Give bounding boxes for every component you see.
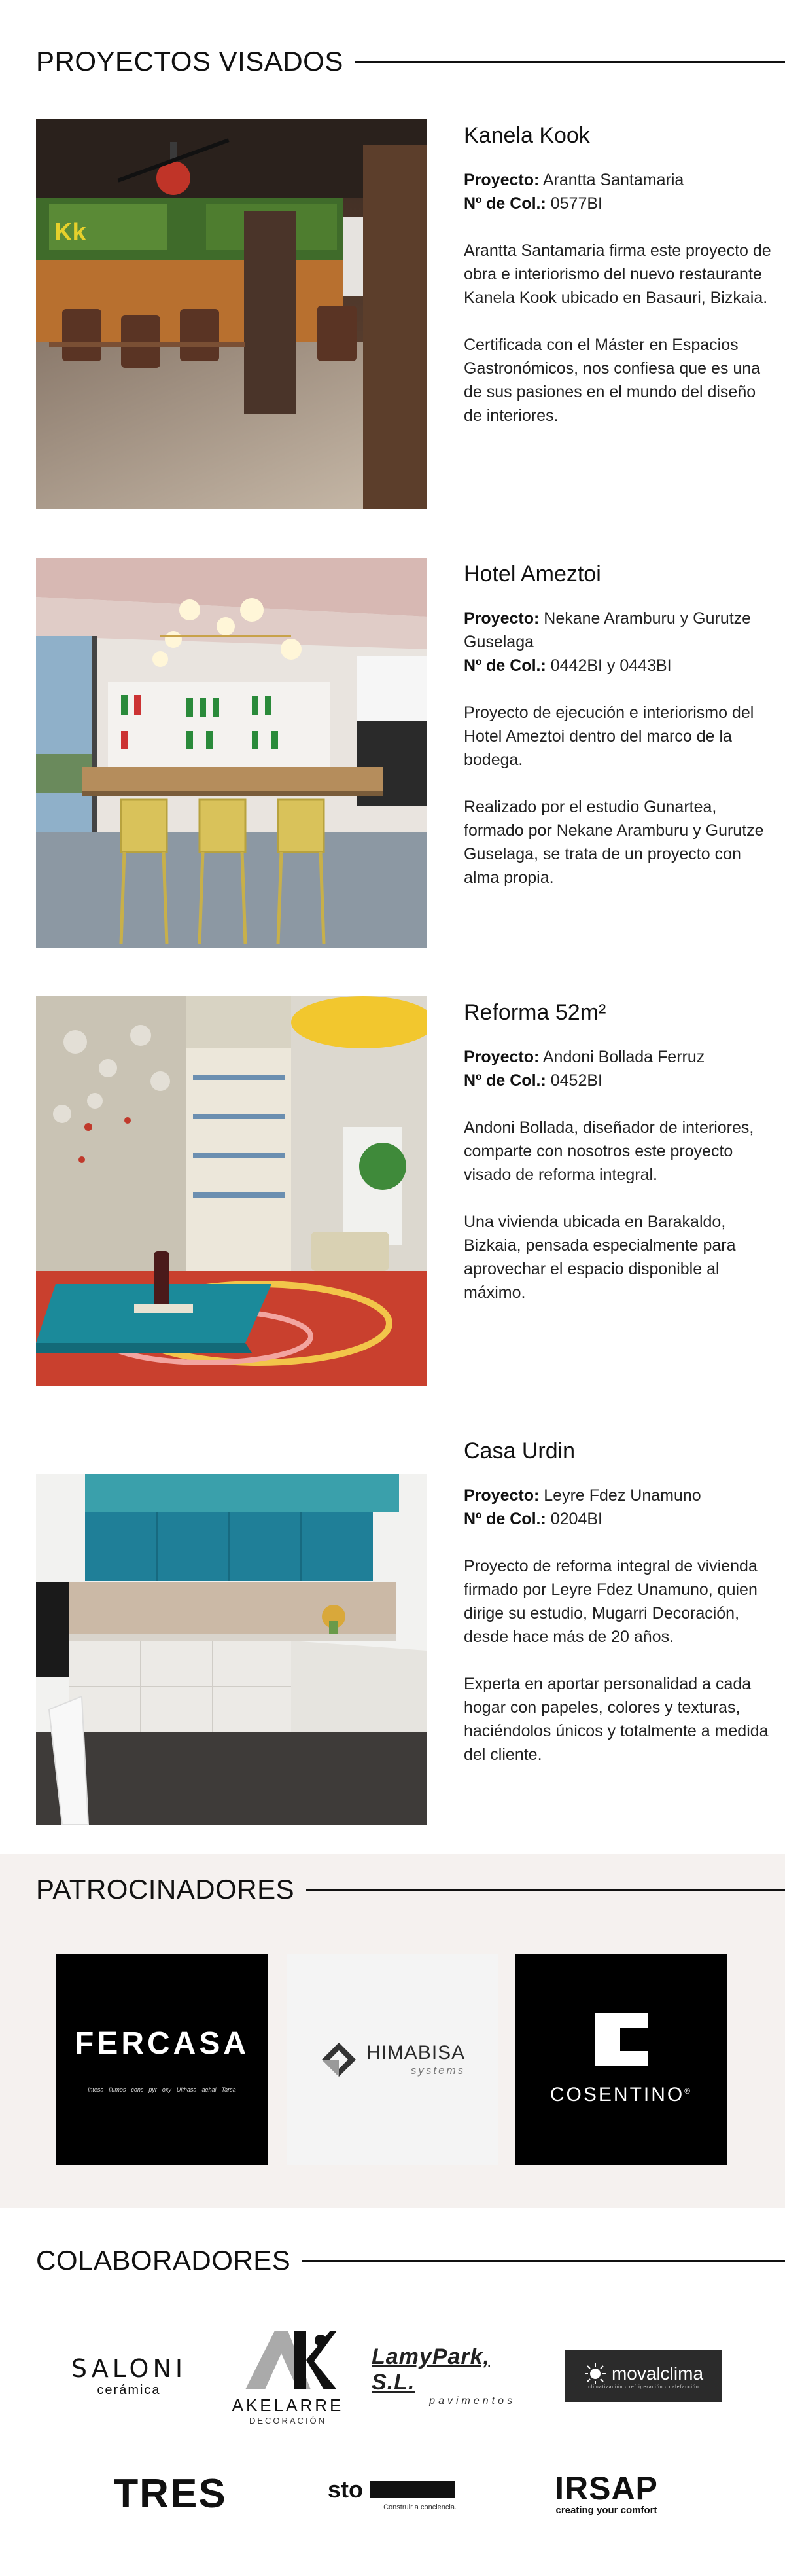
himabisa-diamond-icon xyxy=(319,2040,358,2079)
akelarre-ak-icon xyxy=(239,2327,337,2393)
title-rule xyxy=(306,1889,785,1891)
sponsor-fercasa-logo[interactable] xyxy=(56,1954,268,2165)
project-author: Nekane Aramburu y Gurutze Guselaga xyxy=(464,609,752,651)
sto-tagline: Construir a conciencia. xyxy=(383,2503,457,2511)
project-description: Certificada con el Máster en Espacios Gastronómicos, nos confiesa que es una de sus pasiones en el mundo del diseño de interiores. xyxy=(464,336,761,425)
project-description: Una vivienda ubicada en Barakaldo, Bizkaia, pensada especialmente para aprovechar el espacio disponible al máximo. xyxy=(464,1213,736,1302)
col-number: 0577BI xyxy=(546,194,602,213)
project-description: Proyecto de reforma integral de vivienda firmado por Leyre Fdez Unamuno, quien dirige su estudio, Mugarri Decoración, desde hace más de 20 años. xyxy=(464,1557,758,1646)
sponsor-brand: pyr xyxy=(148,2086,157,2093)
project-description: Proyecto de ejecución e interiorismo del Hotel Ameztoi dentro del marco de la bodega. xyxy=(464,704,754,769)
col-number: 0442BI y 0443BI xyxy=(546,656,672,675)
collaborator-sto-logo[interactable] xyxy=(313,2467,470,2520)
col-label: Nº de Col.: xyxy=(464,194,546,213)
title-rule xyxy=(302,2260,785,2262)
col-number: 0204BI xyxy=(546,1510,602,1528)
cosentino-wordmark: COSENTINO xyxy=(550,2083,685,2105)
movalclima-sub: climatización · refrigeración · calefacción xyxy=(588,2384,699,2389)
collaborator-irsap-logo[interactable] xyxy=(531,2467,682,2520)
collaborator-saloni-logo[interactable] xyxy=(54,2343,204,2408)
col-label: Nº de Col.: xyxy=(464,1510,546,1528)
project-label: Proyecto: xyxy=(464,171,540,189)
sponsor-brand: cons xyxy=(131,2086,144,2093)
lamypark-wordmark: LamyPark, S.L. xyxy=(372,2344,490,2395)
movalclima-sun-icon xyxy=(584,2363,606,2385)
project-author: Leyre Fdez Unamuno xyxy=(539,1486,701,1505)
col-label: Nº de Col.: xyxy=(464,656,546,675)
sto-bar xyxy=(370,2481,455,2498)
sponsor-brand: oxy xyxy=(162,2086,171,2093)
sponsor-brand: aehal xyxy=(201,2086,217,2093)
col-number: 0452BI xyxy=(546,1071,602,1090)
collaborator-tres-logo[interactable] xyxy=(98,2467,242,2520)
project-author: Arantta Santamaria xyxy=(539,171,684,189)
project-photo-kanela-kook xyxy=(36,119,427,509)
col-label: Nº de Col.: xyxy=(464,1071,546,1090)
project-title: Reforma 52m² xyxy=(464,1000,606,1025)
sto-wordmark: sto xyxy=(328,2476,363,2503)
project-card xyxy=(36,1435,769,1825)
title-rule xyxy=(355,61,785,63)
project-photo-hotel-ameztoi xyxy=(36,558,427,948)
irsap-tagline: creating your comfort xyxy=(555,2504,657,2516)
tres-wordmark: TRES xyxy=(113,2471,227,2516)
registered-mark: ® xyxy=(684,2086,693,2096)
project-photo-reforma-52 xyxy=(36,996,427,1386)
section-header-collaborators xyxy=(36,2245,785,2276)
sponsor-brand: Tarsa xyxy=(221,2086,236,2093)
sponsor-himabisa-logo[interactable] xyxy=(287,1954,498,2165)
akelarre-wordmark: AKELARRE xyxy=(232,2395,344,2415)
project-card xyxy=(36,996,756,1386)
collaborator-akelarre-logo[interactable] xyxy=(222,2321,353,2432)
project-photo-casa-urdin xyxy=(36,1435,427,1825)
section-header-sponsors xyxy=(36,1874,785,1905)
lamypark-sub: pavimentos xyxy=(429,2395,515,2406)
project-author: Andoni Bollada Ferruz xyxy=(539,1048,705,1066)
project-description: Experta en aportar personalidad a cada hogar con papeles, colores y texturas, haciéndolos únicos y totalmente a medida del cliente. xyxy=(464,1675,769,1764)
sponsor-brand: intesa xyxy=(88,2086,104,2093)
page-title: PROYECTOS VISADOS xyxy=(36,46,343,77)
project-card xyxy=(36,558,764,948)
project-description: Realizado por el estudio Gunartea, formado por Nekane Aramburu y Gurutze Guselaga, se trata de un proyecto con alma propia. xyxy=(464,798,764,887)
section-header-projects xyxy=(36,46,785,77)
saloni-sub: cerámica xyxy=(97,2382,161,2397)
sponsor-cosentino-logo[interactable] xyxy=(515,1954,727,2165)
project-label: Proyecto: xyxy=(464,609,540,628)
sponsor-brand: ilumos xyxy=(109,2086,126,2093)
project-description: Arantta Santamaria firma este proyecto de obra e interiorismo del nuevo restaurante Kanela Kook ubicado en Basauri, Bizkaia. xyxy=(464,241,771,307)
akelarre-sub: DECORACIÓN xyxy=(249,2416,327,2425)
project-card xyxy=(36,119,771,509)
fercasa-wordmark: FERCASA xyxy=(74,2026,249,2061)
cosentino-c-icon xyxy=(595,2013,648,2066)
project-description: Andoni Bollada, diseñador de interiores, comparte con nosotros este proyecto visado de reforma integral. xyxy=(464,1118,754,1184)
project-label: Proyecto: xyxy=(464,1486,540,1505)
project-title: Hotel Ameztoi xyxy=(464,562,601,586)
irsap-wordmark: IRSAP xyxy=(555,2469,658,2507)
project-title: Casa Urdin xyxy=(464,1439,576,1463)
collaborator-lamypark-logo[interactable] xyxy=(372,2343,535,2408)
sponsors-title: PATROCINADORES xyxy=(36,1874,295,1905)
project-label: Proyecto: xyxy=(464,1048,540,1066)
movalclima-wordmark: movalclima xyxy=(611,2363,704,2384)
collaborator-movalclima-logo[interactable] xyxy=(565,2350,722,2402)
sponsor-brand: Ulthasa xyxy=(176,2086,197,2093)
project-title: Kanela Kook xyxy=(464,123,590,148)
himabisa-wordmark: HIMABISA xyxy=(366,2041,466,2064)
himabisa-tagline: systems xyxy=(410,2064,466,2077)
saloni-wordmark: SALONI xyxy=(71,2353,187,2383)
sign-text: Kk xyxy=(54,219,86,246)
collaborators-title: COLABORADORES xyxy=(36,2245,291,2276)
